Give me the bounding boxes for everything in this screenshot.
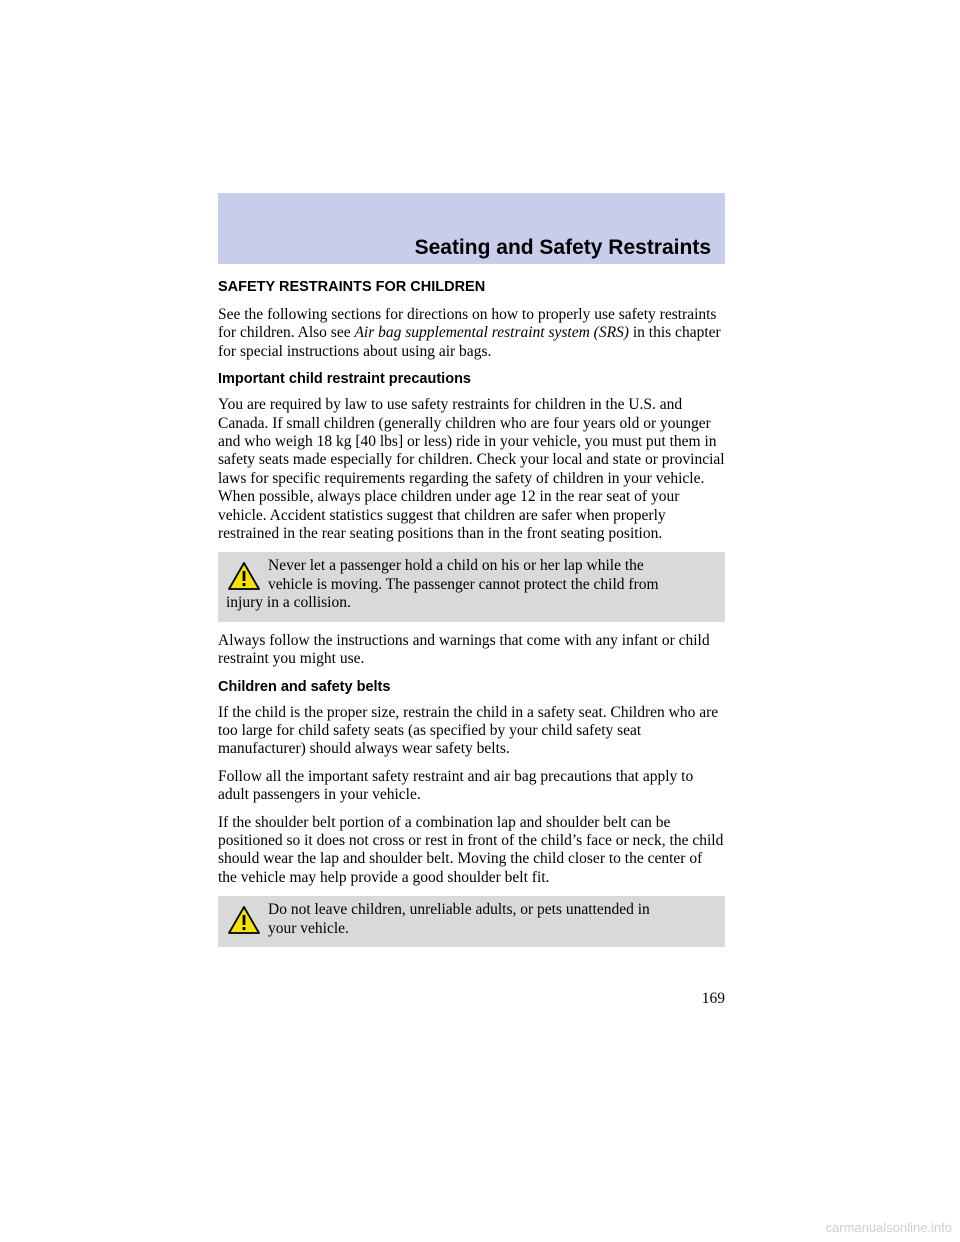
intro-paragraph	[218, 306, 725, 361]
page-number: 169	[701, 990, 725, 1007]
warning-line: Do not leave children, unreliable adults, or pets unattended in	[268, 901, 650, 919]
warning-line: vehicle is moving. The passenger cannot protect the child from	[268, 575, 659, 593]
page-content	[218, 278, 725, 957]
chapter-title: Seating and Safety Restraints	[414, 236, 711, 259]
watermark: carmanualsonline.info	[825, 1220, 952, 1235]
chapter-header-band	[218, 193, 725, 264]
precautions-paragraph: You are required by law to use safety restraints for children in the U.S. and Canada. If small children (generally children who are four years old or younger and who weigh 18 kg [40 lbs] or less) ride in your vehicle, you must put them in safety seats made especially for children. Check your local and state or provincial laws for specific requirements regarding the safety of children in your vehicle. When possible, always place children under age 12 in the rear seat of your vehicle. Accident statistics suggest that children are safer when properly restrained in the rear seating positions than in the front seating position.	[218, 396, 725, 543]
warning-line: injury in a collision.	[226, 594, 351, 612]
belts-paragraph-3: If the shoulder belt portion of a combination lap and shoulder belt can be positioned so it does not cross or rest in front of the child’s face or neck, the child should wear the lap and shoulder belt. Moving the child closer to the center of the vehicle may help provide a good shoulder belt fit.	[218, 813, 724, 886]
follow-instructions-paragraph: Always follow the instructions and warnings that come with any infant or child restraint you might use.	[218, 631, 710, 668]
warning-line: Never let a passenger hold a child on his or her lap while the	[268, 557, 644, 575]
belts-paragraph-1: If the child is the proper size, restrain the child in a safety seat. Children who are too large for child safety seats (as specified by your child safety seat manufacturer) should always wear safety belts.	[218, 703, 719, 758]
warning-box-unattended	[218, 896, 725, 947]
section-heading: SAFETY RESTRAINTS FOR CHILDREN	[218, 279, 486, 295]
intro-text-after: in this chapter for special instructions about using air bags.	[218, 324, 721, 360]
intro-text-before: See the following sections for directions on how to properly use safety restraints for children. Also see	[218, 306, 717, 342]
belts-paragraph-2: Follow all the important safety restraint and air bag precautions that apply to adult passengers in your vehicle.	[218, 767, 694, 804]
warning-triangle-icon	[227, 905, 261, 935]
warning-box-lap	[218, 552, 725, 621]
belts-heading: Children and safety belts	[218, 678, 391, 695]
warning-triangle-icon	[227, 561, 261, 591]
precautions-heading: Important child restraint precautions	[218, 371, 471, 388]
srs-cross-reference: Air bag supplemental restraint system (SRS)	[354, 324, 629, 342]
warning-line: your vehicle.	[268, 919, 349, 937]
